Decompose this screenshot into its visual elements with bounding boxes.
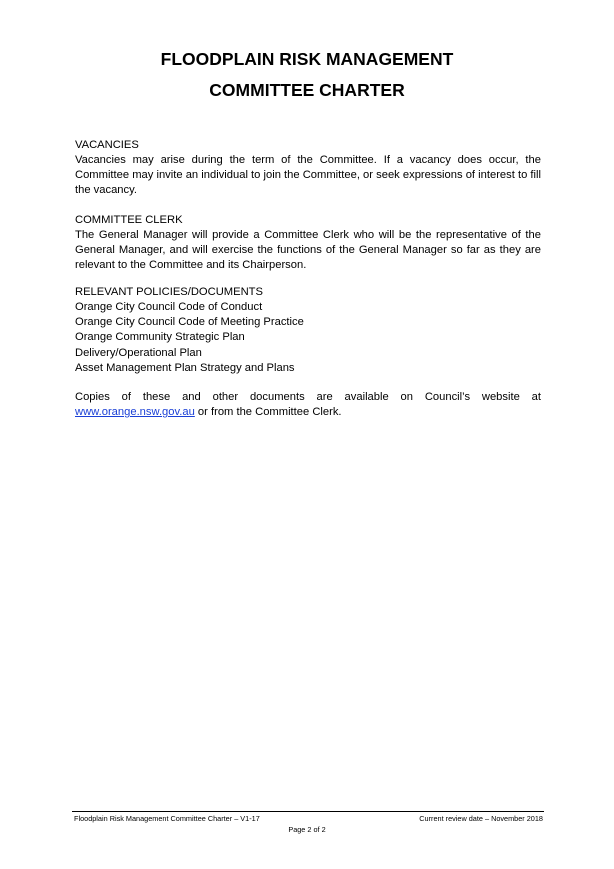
copies-section	[75, 390, 541, 420]
committee-clerk-text: The General Manager will provide a Committee Clerk who will be the representative of the General Manager, and will exercise the functions of the General Manager so far as they are relevant to the Committee and its Chairperson.	[75, 229, 541, 272]
policies-heading: RELEVANT POLICIES/DOCUMENTS	[75, 286, 263, 298]
footer-divider	[72, 811, 544, 812]
copies-text-after: or from the Committee Clerk.	[194, 406, 342, 419]
document-title-line1: FLOODPLAIN RISK MANAGEMENT	[160, 49, 454, 69]
council-website-link[interactable]: www.orange.nsw.gov.au	[75, 406, 195, 419]
committee-clerk-section	[75, 213, 541, 274]
policy-item: Asset Management Plan Strategy and Plans	[75, 361, 295, 374]
committee-clerk-heading: COMMITTEE CLERK	[75, 214, 183, 226]
policy-item: Orange City Council Code of Meeting Practice	[75, 316, 304, 329]
footer-review-date: Current review date – November 2018	[419, 814, 543, 823]
vacancies-section	[75, 138, 541, 199]
policies-section	[75, 285, 541, 376]
policy-item: Orange Community Strategic Plan	[75, 331, 245, 344]
policy-item: Orange City Council Code of Conduct	[75, 301, 263, 313]
policy-item: Delivery/Operational Plan	[75, 346, 202, 359]
document-title-line2: COMMITTEE CHARTER	[209, 80, 405, 100]
footer-document-title: Floodplain Risk Management Committee Charter – V1-17	[74, 814, 260, 823]
vacancies-text: Vacancies may arise during the term of the Committee. If a vacancy does occur, the Committee may invite an individual to join the Committee, or seek expressions of interest to fill the vacancy.	[75, 154, 541, 197]
copies-text-before: Copies of these and other documents are available on Council’s website at	[75, 391, 541, 403]
copies-text	[75, 390, 541, 420]
vacancies-heading: VACANCIES	[75, 139, 139, 151]
footer-page-number: Page 2 of 2	[288, 825, 326, 834]
